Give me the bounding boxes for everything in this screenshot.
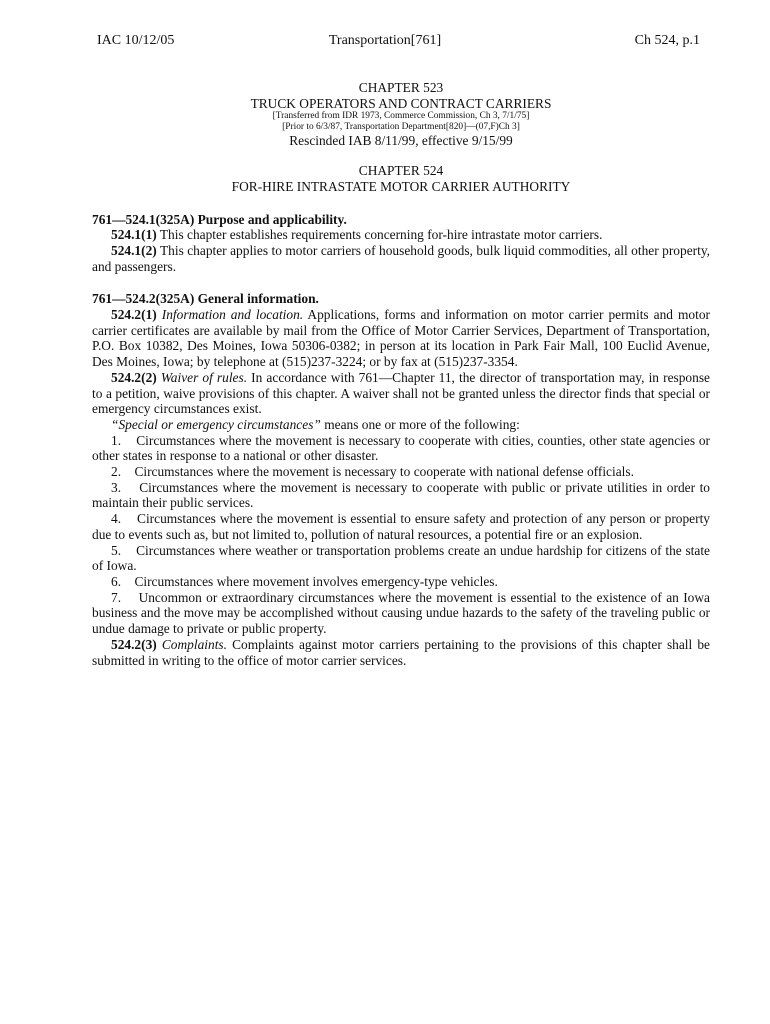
subrule-number: 524.1(2) <box>111 242 157 258</box>
list-item-text: Circumstances where the movement is essential to ensure safety and protection of any person or property due to events such as, but not limited to, pollution of natural resources, a potential fire or an explosion. <box>92 511 710 542</box>
subrule-text: This chapter applies to motor carriers of household goods, bulk liquid commodities, all other property, and passengers. <box>92 242 710 274</box>
rule-524-2 <box>92 291 710 668</box>
subrule-524-1-2 <box>92 243 710 274</box>
list-item <box>92 590 710 637</box>
list-item <box>92 511 710 542</box>
list-item-number: 6. <box>111 573 122 589</box>
list-item-number: 3. <box>111 479 122 495</box>
list-item-text: Circumstances where the movement is necessary to cooperate with public or private utilities in order to maintain their public services. <box>92 479 710 511</box>
subrule-524-1-1 <box>92 227 710 243</box>
list-item-number: 5. <box>111 542 122 558</box>
list-item-text: Circumstances where the movement is necessary to cooperate with cities, counties, other state agencies or other states in response to a national or other disaster. <box>92 432 710 464</box>
chapter-523-subtitle: TRUCK OPERATORS AND CONTRACT CARRIERS <box>250 95 552 111</box>
subrule-number: 524.2(1) <box>111 307 157 323</box>
list-item-text: Circumstances where the movement is necessary to cooperate with national defense officials. <box>134 464 634 480</box>
subrule-text: In accordance with 761—Chapter 11, the director of transportation may, in response to a petition, waive provisions of this chapter. A waiver shall not be granted unless the director finds that special or emergency circumstances exist. <box>92 369 710 417</box>
subrule-title: Complaints. <box>161 636 227 652</box>
subrule-524-2-2 <box>92 370 710 417</box>
chapter-523-block <box>92 80 710 149</box>
list-item-number: 2. <box>111 464 122 480</box>
chapter-523-prior-note: [Prior to 6/3/87, Transportation Department[820]—(07,F)Ch 3] <box>282 122 520 133</box>
running-header-page: Ch 524, p.1 <box>634 33 700 48</box>
subrule-number: 524.1(1) <box>111 227 157 243</box>
running-header-agency: Transportation[761] <box>328 33 442 48</box>
list-item-text: Uncommon or extraordinary circumstances where the movement is essential to the existence of an Iowa business and the move may be accomplished without causing undue hazards to the safety of the traveling public or undue damage to private or public property. <box>92 589 710 637</box>
list-item-number: 7. <box>111 589 122 605</box>
chapter-523-rescinded: Rescinded IAB 8/11/99, effective 9/15/99 <box>289 133 513 149</box>
list-item-text: Circumstances where weather or transportation problems create an undue hardship for citizens of the state of Iowa. <box>92 542 711 574</box>
list-item <box>92 433 710 464</box>
rule-524-1 <box>92 212 710 275</box>
list-item <box>92 543 710 574</box>
list-item-text: Circumstances where movement involves emergency-type vehicles. <box>134 573 498 589</box>
subrule-524-2-3 <box>92 637 710 668</box>
list-item <box>92 480 710 511</box>
subrule-number: 524.2(3) <box>111 636 157 652</box>
subrule-number: 524.2(2) <box>111 369 157 385</box>
running-header-date: IAC 10/12/05 <box>97 33 175 48</box>
subrule-text: Complaints against motor carriers pertaining to the provisions of this chapter shall be submitted in writing to the office of motor carrier services. <box>92 636 710 668</box>
chapter-524-subtitle: FOR-HIRE INTRASTATE MOTOR CARRIER AUTHORITY <box>231 178 571 194</box>
subrule-title: Information and location. <box>161 307 304 323</box>
subrule-524-2-1 <box>92 307 710 370</box>
subrule-text: This chapter establishes requirements concerning for-hire intrastate motor carriers. <box>156 227 603 243</box>
rule-heading: 761—524.2(325A) General information. <box>92 291 319 307</box>
definition-term: “Special or emergency circumstances” <box>111 416 321 432</box>
subrule-title: Waiver of rules. <box>160 369 248 385</box>
chapter-524-block <box>92 163 710 194</box>
subrule-text: Applications, forms and information on motor carrier permits and motor carrier certificates are available by mail from the Office of Motor Carrier Services, Department of Transportation, P.O. Box 10382, Des Moines, Iowa 50306-0382; in person at its location in Park Fair Mall, 100 Euclid Avenue, Des Moines, Iowa; by telephone at (515)237-3224; or by fax at (515)237-3354. <box>92 307 710 370</box>
definition-text: means one or more of the following: <box>320 416 520 432</box>
chapter-523-title: CHAPTER 523 <box>358 80 444 95</box>
definition <box>92 417 710 433</box>
document-body <box>92 80 710 668</box>
chapter-524-title: CHAPTER 524 <box>358 163 444 179</box>
list-item-number: 1. <box>111 432 122 448</box>
chapter-523-history-note: [Transferred from IDR 1973, Commerce Commission, Ch 3, 7/1/75] <box>272 111 530 122</box>
circumstances-list <box>92 433 710 637</box>
rule-heading: 761—524.1(325A) Purpose and applicability. <box>92 211 347 227</box>
list-item-number: 4. <box>111 511 122 527</box>
list-item <box>92 464 710 480</box>
list-item <box>92 574 710 590</box>
